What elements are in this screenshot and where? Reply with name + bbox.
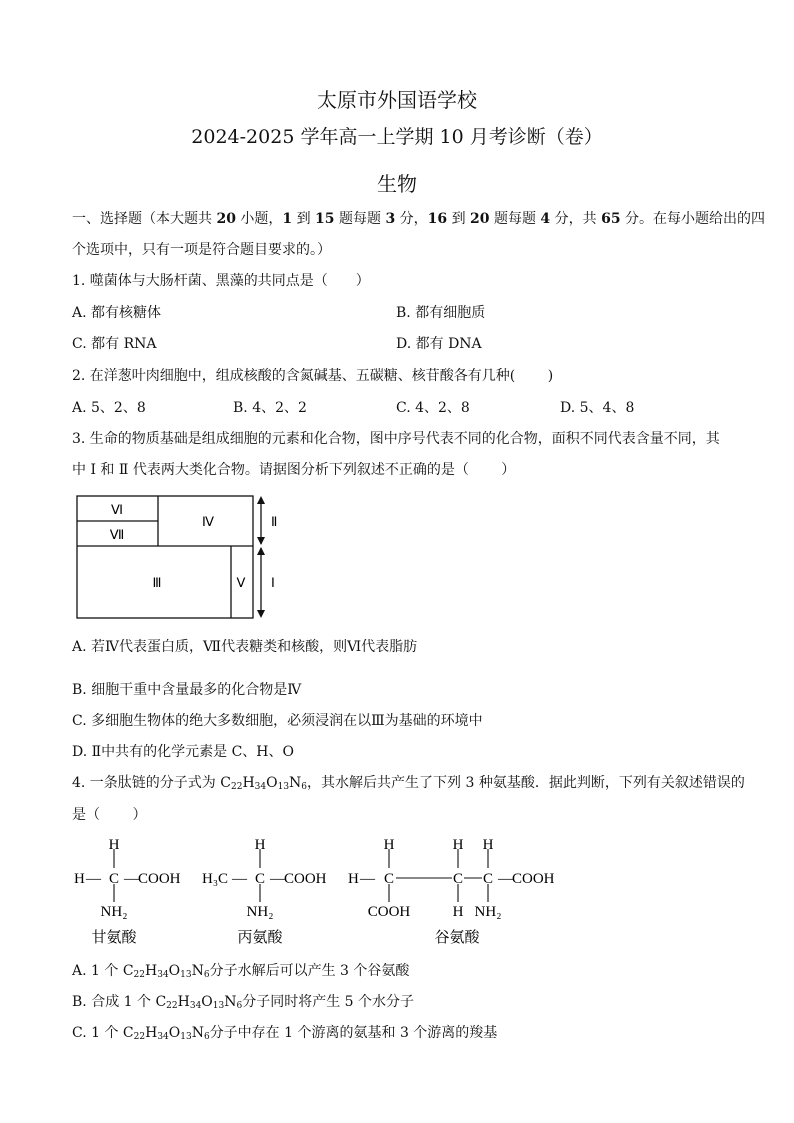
section-intro-line2: 个选项中，只有一项是符合题目要求的。） [72,242,331,258]
q1-option-d: D. 都有 DNA [396,336,482,352]
molecular-formula: $C_{22}H_{34}O_{13}N_6$ [220,775,308,792]
svg-text:H: H [348,871,359,887]
svg-text:H: H [108,837,120,853]
q3-stem-line2: 中 Ⅰ 和 Ⅱ 代表两大类化合物。请据图分析下列叙述不正确的是（ ） [72,462,516,478]
q2-stem: 2. 在洋葱叶肉细胞中，组成核酸的含氮碱基、五碳糖、核苷酸各有几种( ) [72,368,554,384]
svg-text:—: — [124,871,139,887]
q1-stem: 1. 噬菌体与大肠杆菌、黑藻的共同点是（ ） [72,273,370,289]
q3-option-d: D. Ⅱ中共有的化学元素是 C、H、O [72,744,294,760]
q2-option-b: B. 4、2、2 [233,400,307,416]
svg-text:NH₂: NH₂ [100,904,128,920]
svg-text:H: H [482,837,494,853]
q3-option-b: B. 细胞干重中含量最多的化合物是Ⅳ [72,682,302,698]
glycine-label: 甘氨酸 [91,928,137,946]
svg-text:C: C [108,871,120,887]
svg-text:COOH: COOH [138,871,181,887]
q4-stem-line2: 是（ ） [72,807,147,823]
q1-option-a: A. 都有核糖体 [72,305,162,321]
svg-text:C: C [482,871,494,887]
q1-option-c: C. 都有 RNA [72,336,157,352]
svg-text:H: H [452,904,464,920]
label-vi: Ⅵ [111,502,123,517]
svg-text:NH₂: NH₂ [246,904,274,920]
svg-text:—: — [86,871,101,887]
svg-text:H: H [452,837,464,853]
compound-area-diagram [70,490,290,622]
q4-stem-line1: 4. 一条肽链的分子式为 $C_{22}H_{34}O_{13}N_6$，其水解后共产生了下列 3 种氨基酸．据此判断，下列有关叙述错误的 [72,775,745,792]
q4-option-b: B. 合成 1 个 $C_{22}H_{34}O_{13}N_6$分子同时将产生 5 个水分子 [72,994,415,1011]
svg-text:H: H [254,837,266,853]
q3-option-a: A. 若Ⅳ代表蛋白质，Ⅶ代表糖类和核酸，则Ⅵ代表脂肪 [72,639,418,655]
amino-acid-structures [70,832,580,950]
label-i: Ⅰ [271,575,275,590]
q3-option-c: C. 多细胞生物体的绝大多数细胞，必须浸润在以Ⅲ为基础的环境中 [72,713,483,729]
q2-option-d: D. 5、4、8 [560,400,635,416]
q3-stem-line1: 3. 生命的物质基础是组成细胞的元素和化合物，图中序号代表不同的化合物，面积不同代表含量不同，其 [72,431,720,447]
svg-text:H: H [74,871,85,887]
alanine-label: 丙氨酸 [237,928,283,946]
label-v: Ⅴ [236,575,246,590]
svg-text:—: — [360,871,375,887]
q2-option-c: C. 4、2、8 [396,400,470,416]
svg-text:NH₂: NH₂ [474,904,502,920]
label-vii: Ⅶ [109,527,125,542]
school-title: 太原市外国语学校 [317,88,477,112]
svg-text:—: — [232,871,247,887]
svg-text:H: H [383,837,395,853]
label-ii: Ⅱ [271,514,278,529]
subject-title: 生物 [377,172,417,196]
q2-option-a: A. 5、2、8 [72,400,146,416]
svg-text:—: — [270,871,285,887]
q1-option-b: B. 都有细胞质 [396,305,486,321]
section-intro-line1: 一、选择题（本大题共 20 小题，1 到 15 题每题 3 分，16 到 20 题每题 4 分，共 65 分。在每小题给出的四 [72,211,766,227]
svg-text:C: C [452,871,464,887]
exam-title: 2024-2025 学年高一上学期 10 月考诊断（卷） [191,126,603,148]
svg-text:C: C [254,871,266,887]
svg-text:—: — [498,871,513,887]
svg-text:COOH: COOH [284,871,327,887]
label-iv: Ⅳ [202,514,214,529]
glutamate-label: 谷氨酸 [434,928,480,946]
q4-option-c: C. 1 个 $C_{22}H_{34}O_{13}N_6$分子中存在 1 个游离的氨基和 3 个游离的羧基 [72,1025,498,1042]
diagram-outer-box [77,496,253,618]
svg-text:C: C [383,871,395,887]
svg-text:COOH: COOH [367,904,411,920]
label-iii: Ⅲ [152,575,162,590]
q4-option-a: A. 1 个 $C_{22}H_{34}O_{13}N_6$分子水解后可以产生 3 个谷氨酸 [72,963,410,980]
svg-text:H₃C: H₃C [202,871,229,887]
svg-text:COOH: COOH [512,871,555,887]
